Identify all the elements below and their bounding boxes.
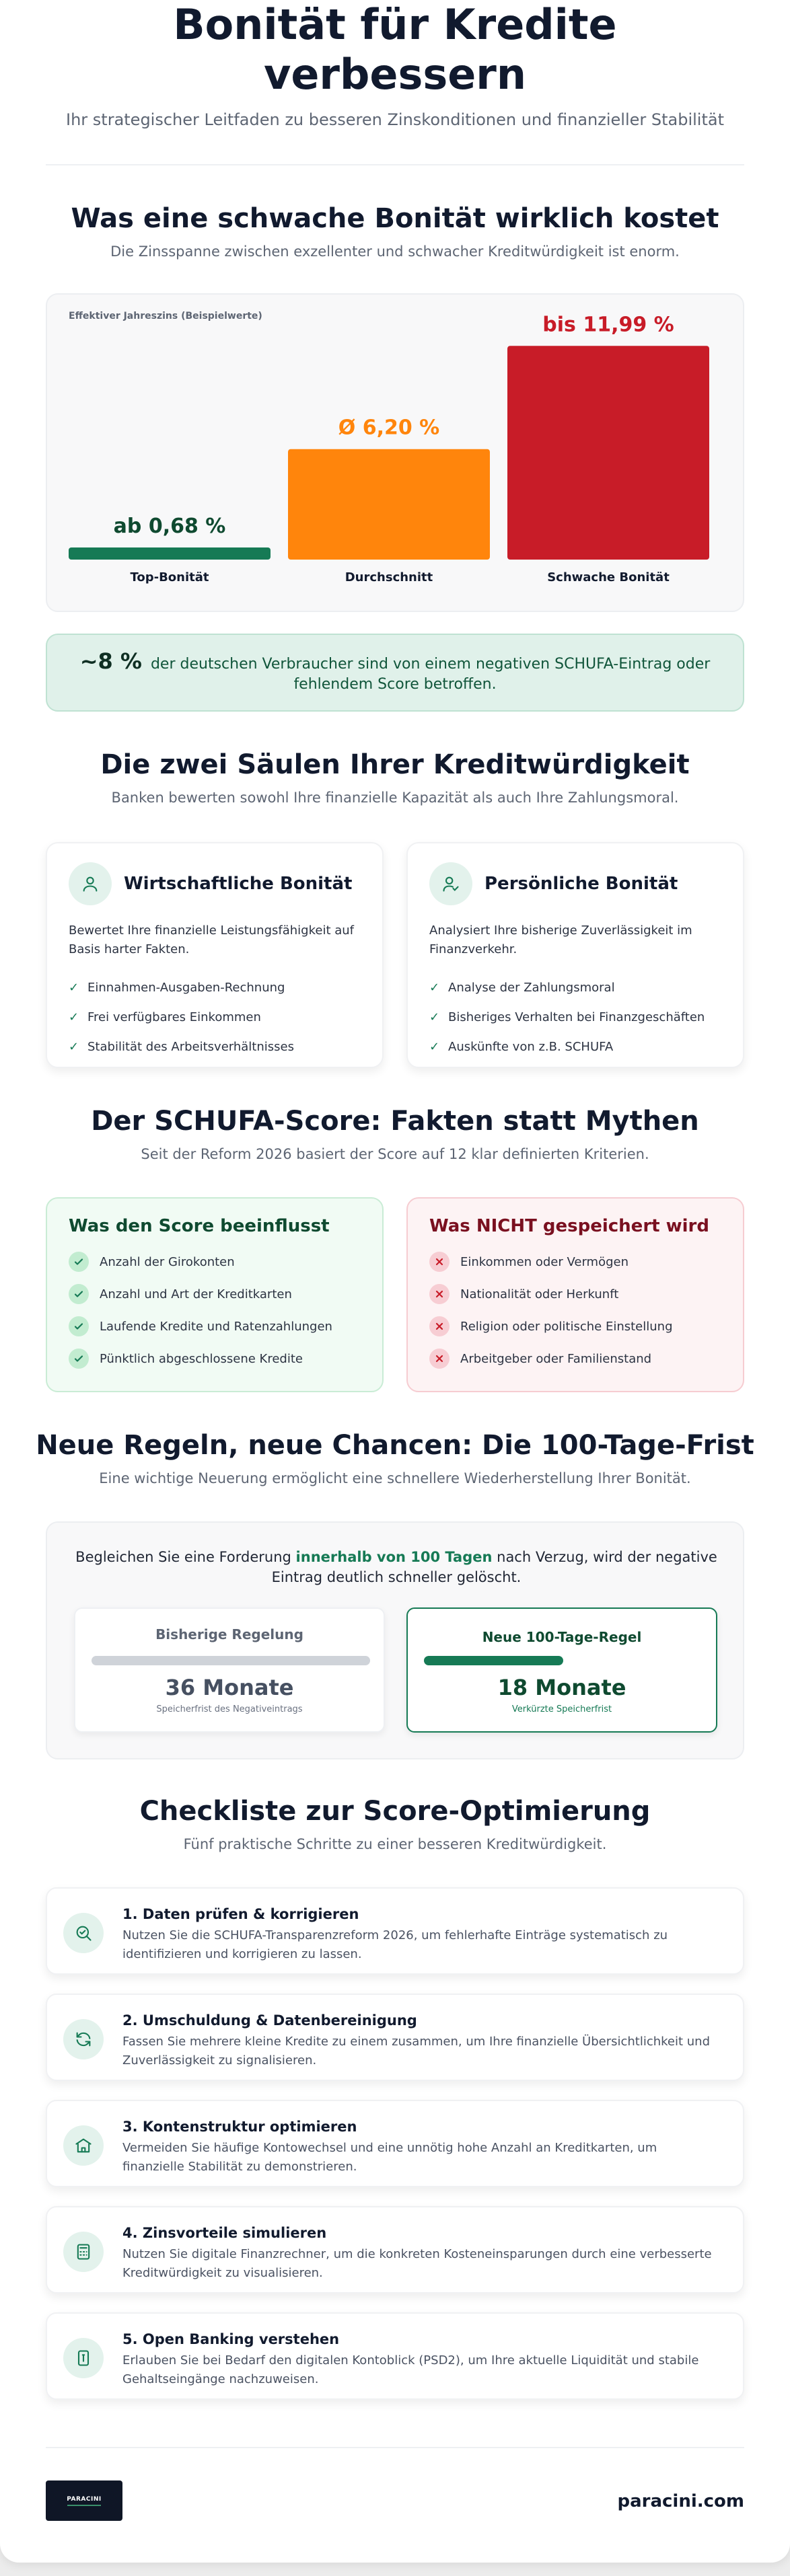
list-item-label: Religion oder politische Einstellung	[460, 1319, 673, 1334]
days-text-highlight: innerhalb von 100 Tagen	[295, 1549, 493, 1565]
list-item-label: Frei verfügbares Einkommen	[87, 1010, 261, 1024]
rule-title: Bisherige Regelung	[155, 1626, 303, 1642]
list-item	[429, 1278, 721, 1310]
check-icon: ✓	[69, 1039, 79, 1054]
callout-text: der deutschen Verbraucher sind von einem negativen SCHUFA-Eintrag oder fehlendem Score betroffen.	[150, 655, 711, 693]
rule-note: Speicherfrist des Negativeintrags	[156, 1704, 303, 1714]
chart-category-label: Schwache Bonität	[547, 570, 670, 584]
company-logo[interactable]	[46, 2480, 122, 2521]
pillar-title: Wirtschaftliche Bonität	[124, 874, 353, 894]
list-item	[69, 1278, 361, 1310]
step-description: Vermeiden Sie häufige Kontowechsel und eine unnötig hohe Anzahl an Kreditkarten, um finanzielle Stabilität zu demonstrieren.	[122, 2141, 657, 2174]
step-title: 3. Kontenstruktur optimieren	[122, 2119, 357, 2135]
storage-duration-bar	[424, 1656, 563, 1665]
interest-chart	[46, 293, 744, 612]
check-circle-icon	[69, 1316, 89, 1336]
pillar-personal	[406, 842, 744, 1068]
step-title: 4. Zinsvorteile simulieren	[122, 2225, 327, 2241]
page-subtitle: Ihr strategischer Leitfaden zu besseren Zinskonditionen und finanzieller Stabilität	[66, 110, 724, 129]
days-section-subtitle: Eine wichtige Neuerung ermöglicht eine schnellere Wiederherstellung Ihrer Bonität.	[99, 1470, 691, 1486]
rule-value: 36 Monate	[165, 1675, 294, 1700]
logo-underline	[67, 2505, 101, 2506]
list-item-label: Arbeitgeber oder Familienstand	[460, 1351, 652, 1366]
days-text-before: Begleichen Sie eine Forderung	[75, 1549, 296, 1565]
list-item-label: Nationalität oder Herkunft	[460, 1287, 619, 1301]
schufa-section-title: Der SCHUFA-Score: Fakten statt Mythen	[91, 1106, 699, 1137]
pillar-economic	[46, 842, 384, 1068]
rule-title: Neue 100-Tage-Regel	[482, 1629, 642, 1645]
pillar-description: Analysiert Ihre bisherige Zuverlässigkeit im Finanzverkehr.	[429, 923, 692, 956]
x-circle-icon	[429, 1252, 450, 1272]
user-check-icon	[429, 862, 472, 905]
calculator-icon	[63, 2232, 104, 2272]
rule-value: 18 Monate	[497, 1675, 626, 1700]
days-section-title: Neue Regeln, neue Chancen: Die 100-Tage-Frist	[36, 1430, 754, 1461]
list-item	[69, 1002, 361, 1032]
list-item	[69, 973, 361, 1002]
check-circle-icon	[69, 1284, 89, 1304]
rule-note: Verkürzte Speicherfrist	[511, 1704, 612, 1714]
pillar-list	[69, 973, 361, 1061]
list-item	[429, 1310, 721, 1342]
score-influences-panel	[46, 1197, 384, 1392]
checklist-step	[46, 2206, 744, 2294]
cost-section-subtitle: Die Zinsspanne zwischen exzellenter und schwacher Kreditwürdigkeit ist enorm.	[110, 243, 680, 260]
checklist-section-title: Checkliste zur Score-Optimierung	[139, 1796, 651, 1827]
list-item-label: Bisheriges Verhalten bei Finanzgeschäften	[448, 1010, 705, 1024]
pillar-list	[429, 973, 721, 1061]
list-item-label: Einkommen oder Vermögen	[460, 1254, 629, 1269]
x-circle-icon	[429, 1284, 450, 1304]
list-item-label: Pünktlich abgeschlossene Kredite	[100, 1351, 303, 1366]
step-description: Fassen Sie mehrere kleine Kredite zu einem zusammen, um Ihre finanzielle Übersichtlichkeit und Zuverlässigkeit zu signalisieren.	[122, 2035, 711, 2068]
list-item-label: Auskünfte von z.B. SCHUFA	[448, 1039, 614, 1054]
panel-title: Was NICHT gespeichert wird	[429, 1216, 709, 1236]
pillars-section-title: Die zwei Säulen Ihrer Kreditwürdigkeit	[100, 749, 690, 780]
pillars-section-subtitle: Banken bewerten sowohl Ihre finanzielle Kapazität als auch Ihre Zahlungsmoral.	[111, 790, 679, 806]
pillar-description: Bewertet Ihre finanzielle Leistungsfähigkeit auf Basis harter Fakten.	[69, 923, 355, 956]
checklist-section-subtitle: Fünf praktische Schritte zu einer besseren Kreditwürdigkeit.	[183, 1836, 607, 1852]
divider	[46, 164, 744, 165]
checklist-step	[46, 1994, 744, 2081]
panel-title: Was den Score beeinflusst	[69, 1216, 330, 1236]
logo-text: PARACINI	[67, 2495, 102, 2503]
days-text-after: nach Verzug, wird der negative Eintrag deutlich schneller gelöscht.	[271, 1549, 717, 1585]
list-item	[69, 1342, 361, 1375]
page-title-line2: verbessern	[263, 50, 527, 99]
list-item	[429, 1246, 721, 1278]
list-item	[69, 1310, 361, 1342]
bank-icon	[63, 2125, 104, 2166]
list-item-label: Einnahmen-Ausgaben-Rechnung	[87, 980, 285, 995]
step-title: 1. Daten prüfen & korrigieren	[122, 1906, 359, 1922]
step-title: 5. Open Banking verstehen	[122, 2331, 340, 2347]
checklist-step	[46, 2100, 744, 2187]
list-item	[429, 1002, 721, 1032]
chart-bar	[69, 547, 271, 560]
chart-title: Effektiver Jahreszins (Beispielwerte)	[69, 311, 262, 321]
x-circle-icon	[429, 1316, 450, 1336]
check-circle-icon	[69, 1252, 89, 1272]
page-title-line1: Bonität für Kredite	[173, 0, 617, 49]
days-explanation	[74, 1547, 719, 1587]
check-icon: ✓	[429, 980, 440, 995]
schufa-statistic-callout	[46, 634, 744, 712]
list-item	[429, 1342, 721, 1375]
pillar-title: Persönliche Bonität	[484, 874, 678, 894]
step-description: Erlauben Sie bei Bedarf den digitalen Kontoblick (PSD2), um Ihre aktuelle Liquidität und stabile Gehaltseingänge nachzuweisen.	[122, 2353, 699, 2386]
old-rule-card	[74, 1607, 385, 1733]
footer-site-link[interactable]: paracini.com	[617, 2491, 744, 2511]
list-item	[429, 1032, 721, 1061]
new-rule-card	[406, 1607, 717, 1733]
check-icon: ✓	[429, 1039, 440, 1054]
list-item-label: Anzahl und Art der Kreditkarten	[100, 1287, 292, 1301]
not-stored-panel	[406, 1197, 744, 1392]
list-item-label: Anzahl der Girokonten	[100, 1254, 235, 1269]
refresh-icon	[63, 2019, 104, 2059]
chart-category-label: Top-Bonität	[130, 570, 209, 584]
chart-value-label: ab 0,68 %	[113, 514, 226, 538]
callout-stat: ~8 %	[79, 648, 142, 674]
check-icon: ✓	[69, 1010, 79, 1024]
schufa-section-subtitle: Seit der Reform 2026 basiert der Score auf 12 klar definierten Kriterien.	[141, 1146, 649, 1162]
footer-divider	[46, 2447, 744, 2448]
hundred-day-rule-box	[46, 1521, 744, 1759]
chart-value-label: Ø 6,20 %	[338, 416, 440, 440]
list-item	[429, 973, 721, 1002]
list-item	[69, 1032, 361, 1061]
x-circle-icon	[429, 1349, 450, 1369]
search-check-icon	[63, 1913, 104, 1953]
chart-value-label: bis 11,99 %	[542, 313, 674, 337]
page-title	[0, 0, 790, 100]
chart-category-label: Durchschnitt	[345, 570, 433, 584]
check-icon: ✓	[69, 980, 79, 995]
check-icon: ✓	[429, 1010, 440, 1024]
document-icon	[63, 2338, 104, 2378]
step-description: Nutzen Sie digitale Finanzrechner, um die konkreten Kosteneinsparungen durch eine verbesserte Kreditwürdigkeit zu visualisieren.	[122, 2247, 712, 2280]
list-item	[69, 1246, 361, 1278]
storage-duration-bar	[92, 1656, 370, 1665]
step-title: 2. Umschuldung & Datenbereinigung	[122, 2012, 417, 2029]
list-item-label: Stabilität des Arbeitsverhältnisses	[87, 1039, 294, 1054]
user-icon	[69, 862, 112, 905]
chart-bar	[507, 346, 709, 560]
interest-bar-chart	[47, 295, 746, 613]
checklist-step	[46, 2312, 744, 2400]
cost-section-title: Was eine schwache Bonität wirklich kostet	[71, 203, 719, 234]
step-description: Nutzen Sie die SCHUFA-Transparenzreform 2026, um fehlerhafte Einträge systematisch zu identifizieren und korrigieren zu lassen.	[122, 1928, 668, 1961]
list-item-label: Analyse der Zahlungsmoral	[448, 980, 615, 995]
checklist-step	[46, 1887, 744, 1975]
chart-bar	[288, 449, 490, 560]
list-item-label: Laufende Kredite und Ratenzahlungen	[100, 1319, 332, 1334]
check-circle-icon	[69, 1349, 89, 1369]
